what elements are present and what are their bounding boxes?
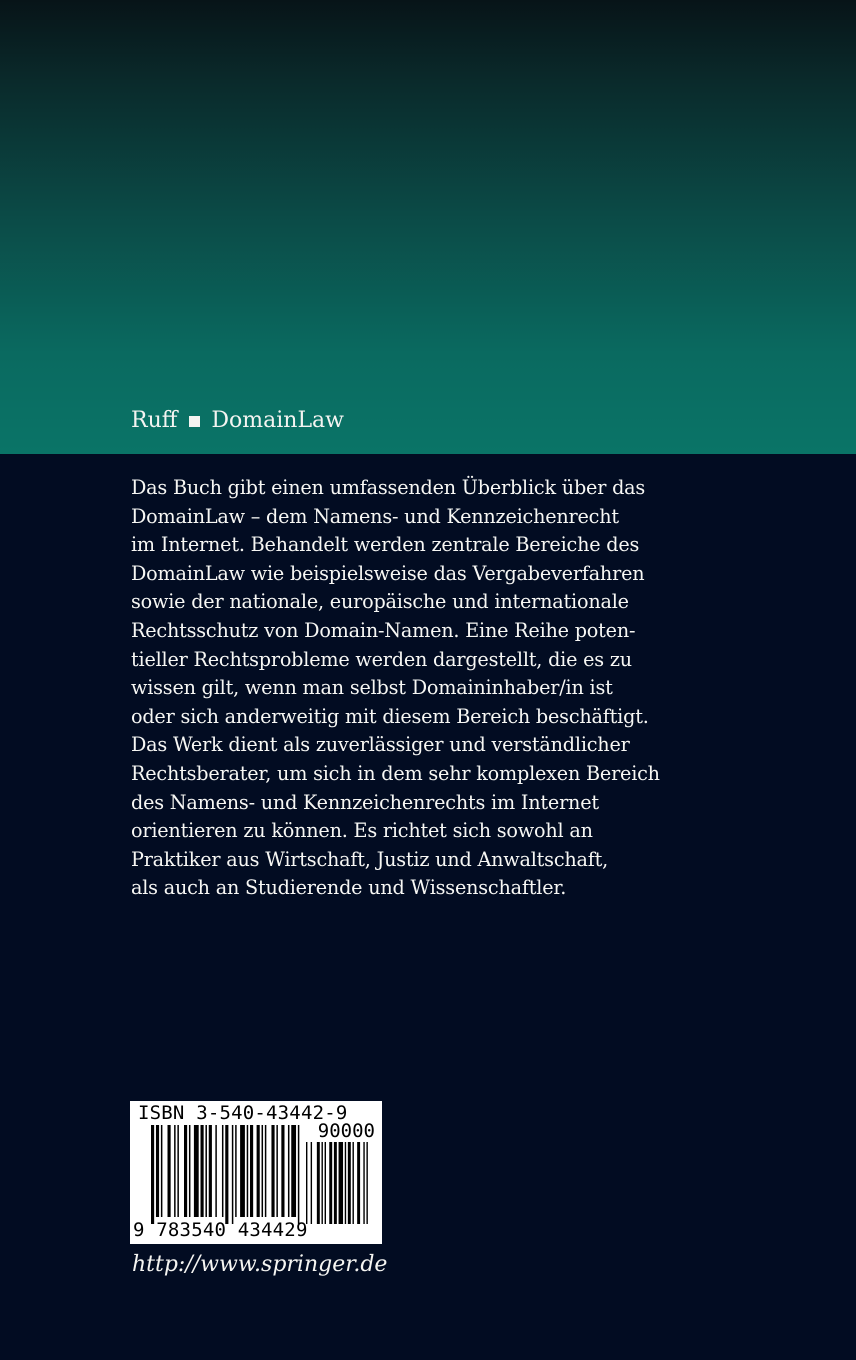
book-description	[131, 474, 671, 903]
barcode-bar	[151, 1125, 154, 1224]
barcode-bar	[156, 1125, 159, 1217]
barcode-bar	[257, 1125, 260, 1217]
barcode-bar	[232, 1125, 234, 1224]
barcode-bar	[322, 1142, 323, 1224]
description-line: DomainLaw – dem Namens- und Kennzeichenrecht	[131, 504, 619, 528]
barcode-bar	[189, 1125, 191, 1217]
isbn-barcode	[130, 1101, 382, 1244]
barcode-bar	[201, 1125, 204, 1217]
description-line: sowie der nationale, europäische und internationale	[131, 590, 629, 614]
barcode-bar	[345, 1142, 346, 1224]
description-line: Das Buch gibt einen umfassenden Überblick über das	[131, 476, 646, 499]
barcode-bar	[363, 1142, 364, 1224]
barcode-bar	[329, 1142, 332, 1224]
barcode-bar	[235, 1125, 237, 1217]
isbn-text: ISBN 3-540-43442-9	[138, 1102, 348, 1124]
barcode-bar	[339, 1142, 344, 1224]
barcode-bar	[288, 1125, 290, 1217]
barcode-bar	[353, 1142, 354, 1224]
book-title: DomainLaw	[211, 407, 344, 433]
barcode-bar	[247, 1125, 249, 1217]
barcode-bar	[281, 1125, 284, 1217]
description-line: oder sich anderweitig mit diesem Bereich beschäftigt.	[131, 704, 649, 728]
barcode-bar	[225, 1125, 228, 1224]
publisher-url: http://www.springer.de	[132, 1252, 388, 1277]
description-line: Rechtsberater, um sich in dem sehr komplexen Bereich	[131, 761, 660, 785]
ean-number: 9 783540 434429	[133, 1219, 308, 1241]
barcode-bar	[366, 1142, 367, 1224]
barcode-bar	[317, 1142, 320, 1224]
barcode-bar	[276, 1125, 278, 1217]
barcode-bar	[298, 1125, 300, 1224]
description-line: des Namens- und Kennzeichenrechts im Internet	[131, 790, 599, 814]
barcode-bar	[177, 1125, 179, 1217]
description-line: im Internet. Behandelt werden zentrale Bereiche des	[131, 533, 640, 557]
barcode-bar	[325, 1142, 326, 1224]
teal-gradient-panel	[0, 0, 856, 454]
barcode-bar	[265, 1125, 267, 1217]
author-name: Ruff	[131, 407, 178, 433]
barcode-bar	[357, 1142, 360, 1224]
description-line: Rechtsschutz von Domain-Namen. Eine Reihe poten-	[131, 618, 636, 642]
barcode-bar	[194, 1125, 199, 1217]
description-line: Praktiker aus Wirtschaft, Justiz und Anwaltschaft,	[131, 847, 609, 871]
description-line: Das Werk dient als zuverlässiger und verständlicher	[131, 733, 630, 757]
barcode-bar	[334, 1142, 337, 1224]
barcode-bar	[306, 1142, 307, 1224]
barcode-bar	[215, 1125, 217, 1217]
barcode-bar	[240, 1125, 245, 1217]
square-separator-icon	[189, 416, 200, 427]
description-line: orientieren zu können. Es richtet sich sowohl an	[131, 819, 593, 843]
barcode-bar	[205, 1125, 207, 1217]
barcode-bar	[291, 1125, 296, 1217]
cover-header	[131, 405, 344, 435]
barcode-bar	[209, 1125, 212, 1217]
description-line: tieller Rechtsprobleme werden dargestellt, die es zu	[131, 647, 632, 671]
price-addon-code: 90000	[317, 1120, 375, 1142]
barcode-bar	[168, 1125, 171, 1217]
barcode-bar	[348, 1142, 351, 1224]
barcode-bar	[271, 1125, 274, 1217]
barcode-bar	[161, 1125, 163, 1217]
description-line: wissen gilt, wenn man selbst Domaininhaber/in ist	[131, 676, 613, 700]
barcode-bar	[262, 1125, 264, 1217]
barcode-bar	[250, 1125, 253, 1217]
description-line: DomainLaw wie beispielsweise das Vergabeverfahren	[131, 561, 645, 585]
barcode-bar	[184, 1125, 187, 1217]
barcode-bar	[311, 1142, 312, 1224]
description-line: als auch an Studierende und Wissenschaftler.	[131, 876, 567, 900]
barcode-bar	[222, 1125, 224, 1217]
barcode-bar	[174, 1125, 176, 1217]
